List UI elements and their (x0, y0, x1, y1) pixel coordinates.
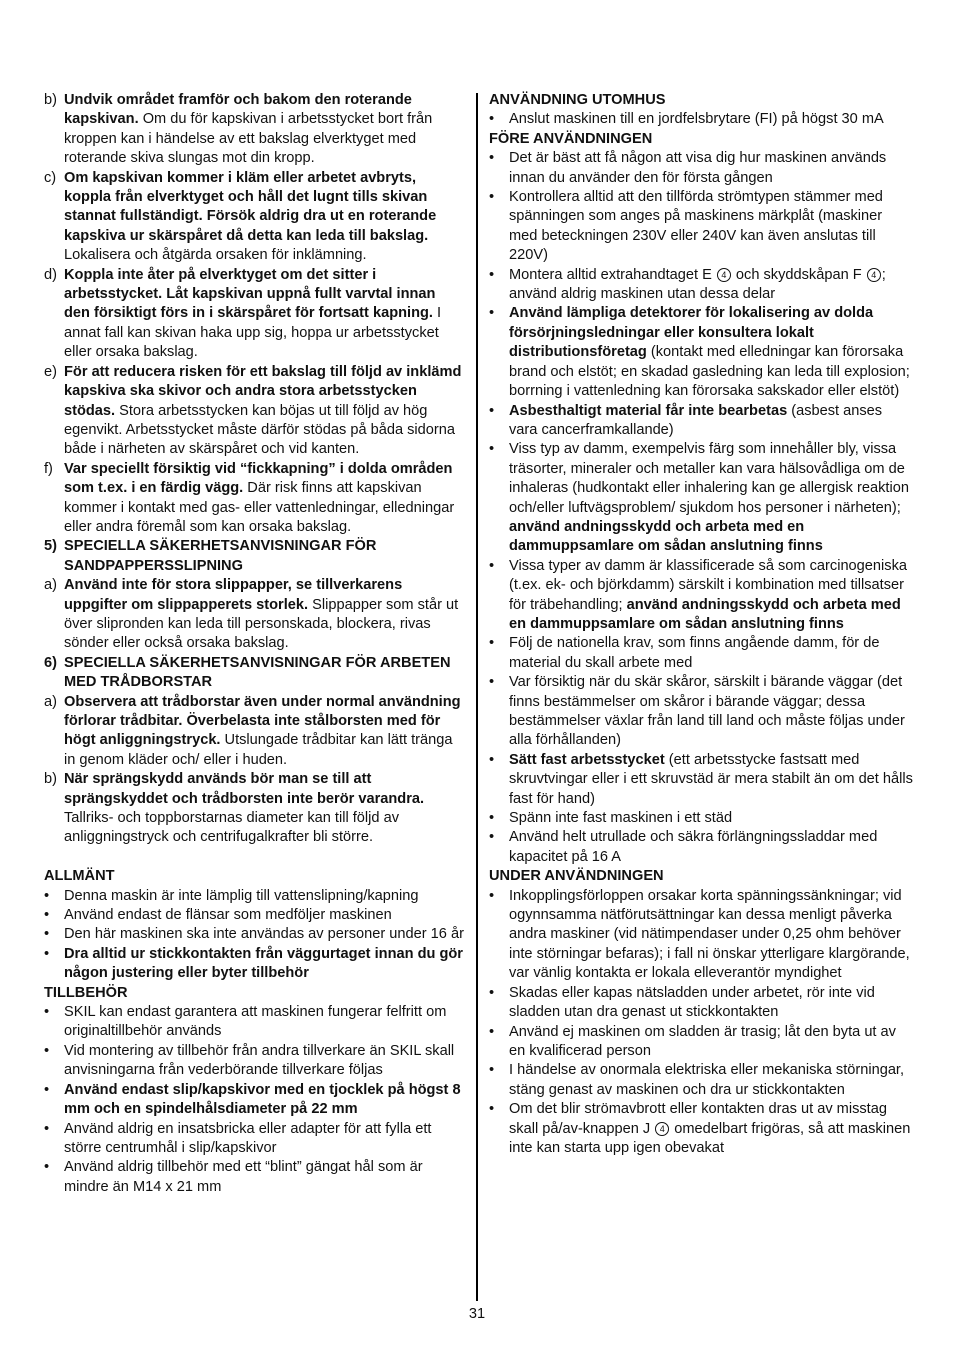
list-item (489, 402, 913, 441)
list-item (44, 770, 465, 848)
text-run: Den här maskinen ska inte användas av personer under 16 år (64, 926, 464, 943)
bullet-marker: • (489, 441, 495, 458)
list-item (44, 576, 465, 654)
item-text (509, 1023, 913, 1062)
list-item (44, 266, 465, 363)
text-run: Skadas eller kapas nätsladden under arbetet, rör inte vid sladden utan dra genast ut stickkontakten (509, 984, 875, 1021)
item-text (64, 363, 465, 460)
bullet-marker: • (489, 1062, 495, 1079)
list-marker: b) (44, 92, 57, 108)
text-run: Viss typ av damm, exempelvis färg som innehåller bly, vissa träsorter, mineraler och metaller kan vara hälsovådliga om de inhaleras (hudkontakt eller inhalering kan ge allergisk reaktion och/eller luftvägsproblem/ sjukdom hos personer i närheten); (509, 441, 909, 516)
list-item (44, 363, 465, 460)
bold-text: Asbesthaltigt material får inte bearbetas (509, 402, 788, 419)
item-text (64, 1003, 465, 1042)
bold-text: använd andningsskydd och arbeta med en dammuppsamlare om sådan anslutning finns (509, 518, 823, 555)
list-marker: b) (44, 771, 57, 788)
text-run: Kontrollera alltid att den tillförda strömtypen stämmer med spänningen som anges på maskinens märkplåt (maskiner med beteckningen 230V eller 240V kan även anslutas till 220V) (509, 189, 883, 264)
text-run: omedelbart frigöras, så att maskinen inte kan starta upp igen obevakat (509, 1120, 911, 1156)
bullet-marker: • (44, 926, 50, 943)
list-item (44, 693, 465, 771)
list-item (489, 304, 913, 401)
bullet-marker: • (489, 266, 495, 283)
text-run: Om du för kapskivan i arbetsstycket bort från kroppen kan i händelse av ett bakslag elverktyget med roterande skiva slungas mot din kropp. (64, 111, 433, 167)
list-item (489, 557, 913, 635)
page-number: 31 (468, 1306, 486, 1322)
bullet-marker: • (489, 810, 495, 827)
text-run: Anslut maskinen till en jordfelsbrytare (FI) på högst 30 mA (509, 111, 884, 128)
bullet-marker: • (489, 111, 495, 128)
bullet-marker: • (44, 1004, 50, 1021)
bullet-marker: • (489, 150, 495, 167)
list-item (489, 828, 913, 867)
left-column (44, 91, 465, 1197)
text-run: Följ de nationella krav, som finns angående damm, för de material du skall arbete med (509, 635, 880, 671)
text-run: Använd helt utrullade och säkra förlängningssladdar med kapacitet på 16 A (509, 829, 878, 865)
item-text (509, 634, 913, 673)
text-run: Det är bäst att få någon att visa dig hur maskinen används innan du använder den för första gången (509, 150, 887, 186)
list-item (489, 1100, 913, 1158)
list-marker: d) (44, 266, 57, 283)
item-text (509, 1061, 913, 1100)
text-run: Var försiktig när du skär skåror, särskilt i bärande väggar (det finns bestämmelser om skåror i bärande väggar; dessa bestämmelser växlar från land till land och måste följas under alla förhållanden) (509, 674, 905, 749)
figure-reference: 4 (867, 268, 881, 282)
item-text (509, 673, 913, 751)
text-run: Använd endast de flänsar som medföljer maskinen (64, 907, 392, 924)
list-item (489, 809, 913, 828)
bullet-marker: • (489, 1023, 495, 1040)
item-text (64, 925, 465, 944)
item-text (509, 188, 913, 266)
list-item (489, 984, 913, 1023)
text-run: SPECIELLA SÄKERHETSANVISNINGAR FÖR SANDPAPPERSSLIPNING (64, 538, 377, 574)
item-text (64, 1120, 465, 1159)
figure-reference: 4 (717, 268, 731, 282)
text-run: Stora arbetsstycken kan böjas ut till följd av hög egenvikt. Arbetsstycket måste därför stödas på båda sidorna både i närheten av skärspåret och vid kanten. (64, 402, 456, 458)
text-run: I annat fall kan skivan haka upp sig, hoppa ur arbetsstycket eller orsaka bakslag. (64, 305, 442, 361)
bullet-marker: • (44, 887, 50, 904)
list-item (489, 673, 913, 751)
text-run: Inkopplingsförloppen orsakar korta spänningssänkningar; vid ogynnsamma nätförutsättningar kan dessa menligt påverka andra maskiner (vid nätimpendaser under 0,25 ohm behöver inte störningar befaras); i fall ni önskar ytterligare klargörande, var vänlig kontakta er lokala elleverantör myndighet (509, 887, 910, 982)
bullet-marker: • (489, 305, 495, 322)
section-heading: ALLMÄNT (44, 868, 115, 885)
bold-text: Använd endast slip/kapskivor med en tjocklek på högst 8 mm och en spindelhålsdiameter på 22 mm (64, 1081, 461, 1118)
list-item (44, 925, 465, 944)
list-item (44, 887, 465, 906)
list-item (489, 266, 913, 305)
list-item (489, 110, 913, 129)
item-text (64, 460, 465, 538)
bold-text: Om kapskivan kommer i kläm eller arbetet avbryts, koppla från elverktyget och håll det lugnt tills skivan stannat fullständigt. Försök aldrig dra ut en roterande kapskiva ur skärspåret då detta kan leda till bakslag. (64, 169, 437, 244)
list-item (489, 1023, 913, 1062)
bold-text: Sätt fast arbetsstycket (509, 751, 665, 768)
list-item (44, 1158, 465, 1197)
bullet-marker: • (489, 635, 495, 652)
bold-text: Dra alltid ur stickkontakten från väggurtaget innan du gör någon justering eller byter tillbehör (64, 945, 463, 982)
list-marker: e) (44, 363, 57, 380)
list-item (489, 887, 913, 984)
list-item (44, 945, 465, 984)
list-item (489, 751, 913, 809)
section-heading: UNDER ANVÄNDNINGEN (489, 868, 664, 885)
bullet-marker: • (44, 1081, 50, 1098)
item-text (509, 149, 913, 188)
column-divider (476, 93, 478, 1301)
bold-text: Observera att trådborstar även under normal användning förlorar trådbitar. Överbelasta inte stålborsten med för högt anliggningstryck. (64, 693, 461, 749)
bullet-marker: • (489, 189, 495, 206)
item-text (64, 537, 465, 576)
bold-text: Koppla inte åter på elverktyget om det sitter i arbetsstycket. Låt kapskivan uppnå fullt varvtal innan den försiktigt förs in i skärspåret för fortsatt kapning. (64, 266, 436, 322)
list-item (44, 1081, 465, 1120)
list-marker: f) (44, 460, 53, 477)
bullet-marker: • (489, 674, 495, 691)
text-run: Utslungade trådbitar kan lätt tränga in genom kläder och/ eller i huden. (64, 732, 453, 768)
bold-text: Undvik området framför och bakom den roterande kapskivan. (64, 92, 412, 128)
text-run: Montera alltid extrahandtaget E (509, 266, 716, 283)
text-run: Spänn inte fast maskinen i ett städ (509, 810, 733, 827)
item-text (509, 984, 913, 1023)
list-item (44, 906, 465, 925)
text-run: Om det blir strömavbrott eller kontakten dras ut av misstag skall på/av-knappen J (509, 1101, 887, 1137)
bold-text: använd andningsskydd och arbeta med en dammuppsamlare om sådan anslutning finns (509, 596, 901, 632)
bold-text: Använd lämpliga detektorer för lokalisering av dolda försörjningsledningar eller konsultera lokalt distributionsföretag (509, 305, 874, 361)
item-text (509, 557, 913, 635)
list-item (489, 149, 913, 188)
bold-text: Var speciellt försiktig vid “fickkapning” i dolda områden som t.ex. i en färdig vägg. (64, 460, 453, 497)
section-heading: FÖRE ANVÄNDNINGEN (489, 130, 653, 147)
list-item (44, 169, 465, 266)
item-text (64, 906, 465, 925)
item-text (64, 266, 465, 363)
bullet-marker: • (489, 984, 495, 1001)
item-text (64, 945, 465, 984)
bullet-marker: • (489, 1101, 495, 1118)
bold-text: Använd inte för stora slippapper, se tillverkarens uppgifter om slippapperets storlek. (64, 577, 403, 613)
list-item (44, 1042, 465, 1081)
item-text (509, 809, 913, 828)
item-text (509, 751, 913, 809)
right-column (489, 91, 913, 1158)
bullet-marker: • (489, 829, 495, 846)
text-run: (kontakt med elledningar kan förorsaka brand och elstöt; en skadad gasledning kan leda till explosion; borrning i vattenledning kan förorsaka sakskador eller elstöt) (509, 344, 910, 400)
item-text (64, 1042, 465, 1081)
item-text (509, 266, 913, 305)
text-run: SPECIELLA SÄKERHETSANVISNINGAR FÖR ARBETEN MED TRÅDBORSTAR (64, 654, 451, 691)
bullet-marker: • (44, 945, 50, 962)
item-text (509, 828, 913, 867)
item-text (64, 770, 465, 848)
text-run: Använd aldrig tillbehör med ett “blint” gängat hål som är mindre än M14 x 21 mm (64, 1159, 423, 1195)
list-item (44, 91, 465, 169)
section-heading: TILLBEHÖR (44, 984, 128, 1001)
item-text (64, 1081, 465, 1120)
figure-reference: 4 (655, 1122, 669, 1136)
item-text (509, 110, 913, 129)
text-run: Där risk finns att kapskivan kommer i kontakt med gas- eller vattenledningar, elledningar eller andra föremål som kan orsaka bakslag. (64, 480, 455, 535)
text-run: Lokalisera och åtgärda orsaken för inklämning. (64, 247, 367, 264)
text-run: Vissa typer av damm är klassificerade så som carcinogeniska (t.ex. ek- och björkdamm) särskilt i kombination med tillsatser för träbehandling; (509, 557, 907, 613)
text-run: Vid montering av tillbehör från andra tillverkare än SKIL skall anvisningarna från vederbörande tillverkare följas (64, 1042, 455, 1079)
list-item (44, 537, 465, 576)
text-run: Använd aldrig en insatsbricka eller adapter för att fylla ett större centrumhål i slip/kapskivor (64, 1120, 432, 1156)
text-run: Denna maskin är inte lämplig till vattenslipning/kapning (64, 887, 419, 904)
item-text (64, 576, 465, 654)
list-item (44, 1120, 465, 1159)
list-marker: a) (44, 577, 57, 594)
text-run: (asbest anses vara cancerframkallande) (509, 402, 883, 438)
text-run: ; använd aldrig maskinen utan dessa delar (509, 266, 886, 303)
section-heading: ANVÄNDNING UTOMHUS (489, 92, 666, 108)
item-text (509, 304, 913, 401)
text-run: och skyddskåpan F (731, 266, 866, 283)
list-item (44, 460, 465, 538)
text-run: Tallriks- och toppborstarnas diameter kan till följd av anliggningstryck och centrifugalkrafter bli större. (64, 810, 399, 846)
text-run: I händelse av onormala elektriska eller mekaniska störningar, stäng genast av maskinen och dra ur stickkontakten (509, 1062, 905, 1098)
text-run: (ett arbetsstycke fastsatt med skruvtvingar eller i ett skruvstäd är mera stabilt än om det hålls fast för hand) (509, 751, 913, 807)
item-text (64, 887, 465, 906)
item-text (64, 169, 465, 266)
list-item (489, 188, 913, 266)
bullet-marker: • (489, 887, 495, 904)
bullet-marker: • (44, 1159, 50, 1176)
bullet-marker: • (489, 557, 495, 574)
list-marker: 6) (44, 654, 57, 671)
item-text (64, 693, 465, 771)
item-text (64, 654, 465, 693)
list-item (44, 1003, 465, 1042)
bullet-marker: • (44, 1042, 50, 1059)
bullet-marker: • (489, 402, 495, 419)
spacer (44, 848, 465, 867)
item-text (509, 1100, 913, 1158)
list-marker: 5) (44, 538, 57, 555)
item-text (64, 1158, 465, 1197)
text-run: Slippapper som står ut över slipronden kan leda till personskada, blockera, rivas sönder eller också orsaka bakslag. (64, 596, 459, 652)
list-item (489, 634, 913, 673)
list-marker: c) (44, 169, 57, 186)
text-run: Använd ej maskinen om sladden är trasig; låt den byta ut av en kvalificerad person (509, 1023, 896, 1059)
list-item (489, 1061, 913, 1100)
bold-text: För att reducera risken för ett bakslag till följd av inklämd kapskiva ska skivor och andra stora arbetsstycken stödas. (64, 363, 462, 419)
item-text (509, 887, 913, 984)
list-item (489, 440, 913, 556)
bold-text: När sprängskydd används bör man se till att sprängskyddet och trådborsten inte berör varandra. (64, 771, 425, 807)
bullet-marker: • (44, 907, 50, 924)
list-item (44, 654, 465, 693)
list-marker: a) (44, 693, 57, 710)
item-text (509, 440, 913, 556)
bullet-marker: • (489, 751, 495, 768)
bullet-marker: • (44, 1120, 50, 1137)
item-text (509, 402, 913, 441)
item-text (64, 91, 465, 169)
text-run: SKIL kan endast garantera att maskinen fungerar felfritt om originaltillbehör används (64, 1004, 447, 1040)
